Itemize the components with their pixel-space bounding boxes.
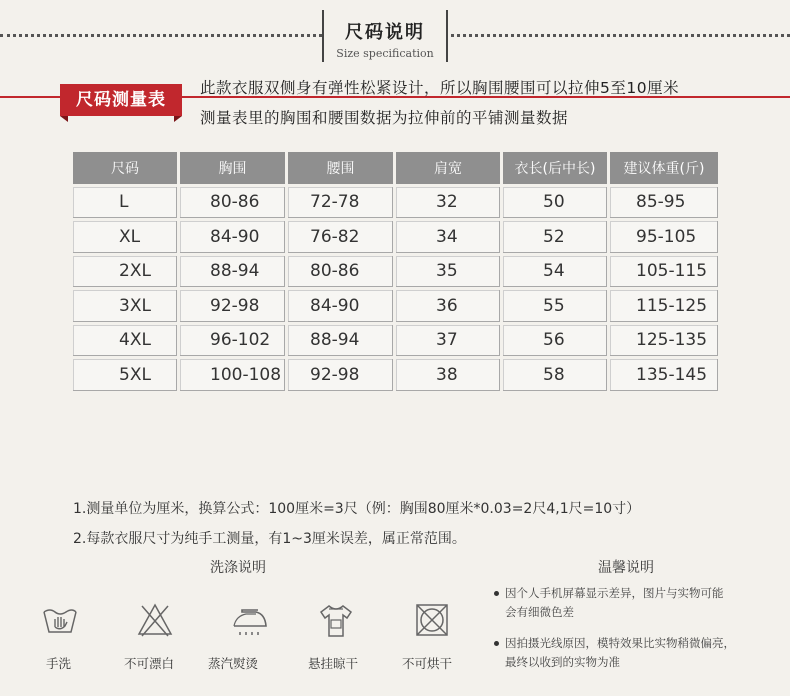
table-cell: 88-94 [288,325,393,357]
no-bleach-icon [135,600,175,640]
table-cell: 38 [396,359,500,391]
header-divider-right [444,34,790,37]
table-cell: 58 [503,359,607,391]
table-cell: 100-108 [180,359,285,391]
wash-label: 悬挂晾干 [308,656,359,671]
table-cell: 96-102 [180,325,285,357]
table-cell: 80-86 [180,187,285,219]
wash-label: 不可烘干 [402,656,453,671]
table-row [73,325,718,360]
table-cell: 50 [503,187,607,219]
size-chart-ribbon: 尺码测量表 [60,84,182,116]
table-header-row [73,152,718,187]
table-body [73,187,718,394]
table-cell: 56 [503,325,607,357]
tip-text: 因拍摄光线原因，模特效果比实物稍微偏亮， [505,636,735,650]
table-cell: 5XL [73,359,177,391]
wash-label: 不可漂白 [124,656,175,671]
tip-text: 最终以收到的实物为准 [505,655,620,669]
table-cell: 72-78 [288,187,393,219]
table-header-cell: 尺码 [73,152,177,184]
bullet-icon [494,641,499,646]
table-cell: 80-86 [288,256,393,288]
table-cell: 54 [503,256,607,288]
table-cell: 125-135 [610,325,718,357]
table-cell: 92-98 [180,290,285,322]
wash-label: 蒸汽熨烫 [208,656,259,671]
table-row [73,221,718,256]
no-tumble-dry-icon [412,600,452,640]
table-header-cell: 衣长(后中长) [503,152,607,184]
intro-line-2: 测量表里的胸围和腰围数据为拉伸前的平铺测量数据 [200,109,569,127]
table-cell: 4XL [73,325,177,357]
table-cell: 35 [396,256,500,288]
section-title [322,10,448,62]
tip-item [494,634,790,672]
table-cell: 115-125 [610,290,718,322]
table-cell: 36 [396,290,500,322]
table-cell: 37 [396,325,500,357]
table-cell: 84-90 [180,221,285,253]
table-cell: 76-82 [288,221,393,253]
section-title-cn: 尺码说明 [345,22,425,43]
intro-line-1: 此款衣服双侧身有弹性松紧设计，所以胸围腰围可以拉伸5至10厘米 [200,79,680,97]
table-row [73,359,718,394]
header-divider-left [0,34,322,37]
table-cell: 85-95 [610,187,718,219]
table-row [73,290,718,325]
table-header-cell: 肩宽 [396,152,500,184]
table-cell: 105-115 [610,256,718,288]
table-cell: 32 [396,187,500,219]
section-title-en: Size specification [336,47,434,60]
table-row [73,256,718,291]
table-header-cell: 胸围 [180,152,285,184]
table-header-cell: 建议体重(斤) [610,152,718,184]
table-row [73,187,718,222]
table-cell: 84-90 [288,290,393,322]
table-cell: 3XL [73,290,177,322]
tips-title: 温馨说明 [598,560,654,576]
table-cell: 92-98 [288,359,393,391]
size-table [73,152,718,394]
wash-label: 手洗 [46,656,72,671]
table-cell: XL [73,221,177,253]
table-cell: 95-105 [610,221,718,253]
hand-wash-icon [40,600,80,640]
note-error: 2.每款衣服尺寸为纯手工测量，有1~3厘米误差，属正常范围。 [73,531,466,547]
table-cell: 55 [503,290,607,322]
tip-item [494,584,790,622]
table-header-cell: 腰围 [288,152,393,184]
table-cell: 2XL [73,256,177,288]
note-conversion: 1.测量单位为厘米，换算公式：100厘米=3尺（例：胸围80厘米*0.03=2尺4,1尺=10寸） [73,501,641,517]
table-cell: L [73,187,177,219]
hang-dry-icon [316,600,356,640]
bullet-icon [494,591,499,596]
tip-text: 会有细微色差 [505,605,574,619]
table-cell: 52 [503,221,607,253]
steam-iron-icon [230,600,270,640]
table-cell: 88-94 [180,256,285,288]
wash-title: 洗涤说明 [210,560,266,576]
table-cell: 34 [396,221,500,253]
table-cell: 135-145 [610,359,718,391]
tip-text: 因个人手机屏幕显示差异，图片与实物可能 [505,586,724,600]
